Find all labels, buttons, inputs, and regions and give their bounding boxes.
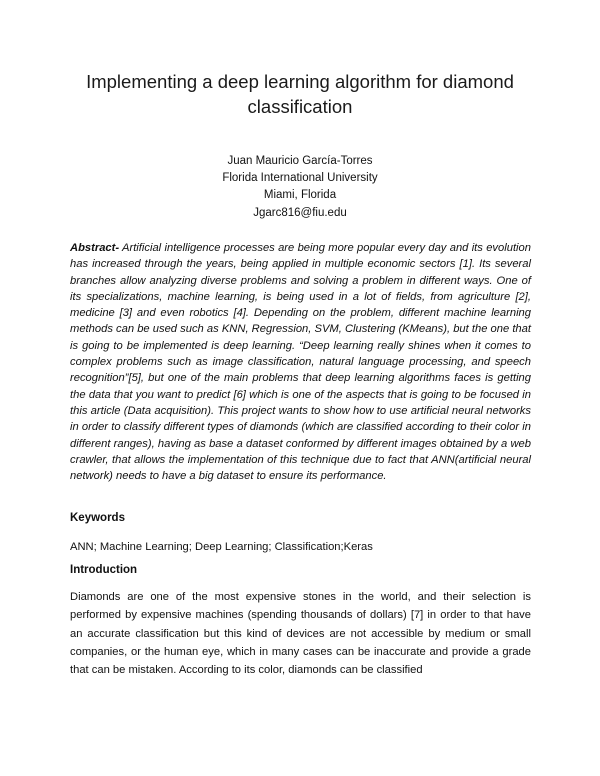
introduction-heading: Introduction <box>70 564 138 576</box>
paper-title: Implementing a deep learning algorithm for diamond classification <box>86 71 514 117</box>
author-name: Juan Mauricio García-Torres <box>227 155 373 167</box>
author-block <box>150 153 450 222</box>
author-affiliation: Florida International University <box>222 172 378 185</box>
abstract-label: Abstract- <box>70 242 120 254</box>
author-email: Jgarc816@fiu.edu <box>253 206 347 219</box>
introduction-paragraph: Diamonds are one of the most expensive stones in the world, and their selection is performed by expensive machines (spending thousands of dollars) [7] in order to that have an accurate classification but this kind of devices are not accessible by medium or small companies, or the human eye, which in many cases can be inaccurate and provide a grade that can be mistaken. According to its color, diamonds can be classified <box>70 591 531 677</box>
author-location: Miami, Florida <box>263 189 337 202</box>
keywords-text: ANN; Machine Learning; Deep Learning; Classification;Keras <box>70 541 373 553</box>
abstract-text: Artificial intelligence processes are being more popular every day and its evolution has increased through the years, being applied in multiple economic sectors [1]. Its several branches allow analyzing diverse problems and solving a problem in different ways. One of its specializations, machine learning, is being used in a lot of fields, from agriculture [2], medicine [3] and even robotics [4]. Depending on the problem, different machine learning methods can be used such as KNN, Regression, SVM, Clustering (KMeans), but the one that is going to be implemented is deep learning. “Deep learning really shines when it comes to complex problems such as image classification, natural language processing, and speech recognition”[5], but one of the main problems that deep learning algorithms faces is getting the data that you want to predict [6] which is one of the aspects that is going to be focused in this article (Data acquisition). This project wants to show how to use artificial neural networks in order to classify different types of diamonds (which are classified according to their color in different ranges), having as base a dataset conformed by different images obtained by a web crawler, that allows the implementation of this technique due to fact that ANN(artificial neural network) needs to have a big dataset to ensure its performance. <box>70 242 531 483</box>
abstract-paragraph <box>70 240 531 484</box>
keywords-heading: Keywords <box>70 512 125 524</box>
